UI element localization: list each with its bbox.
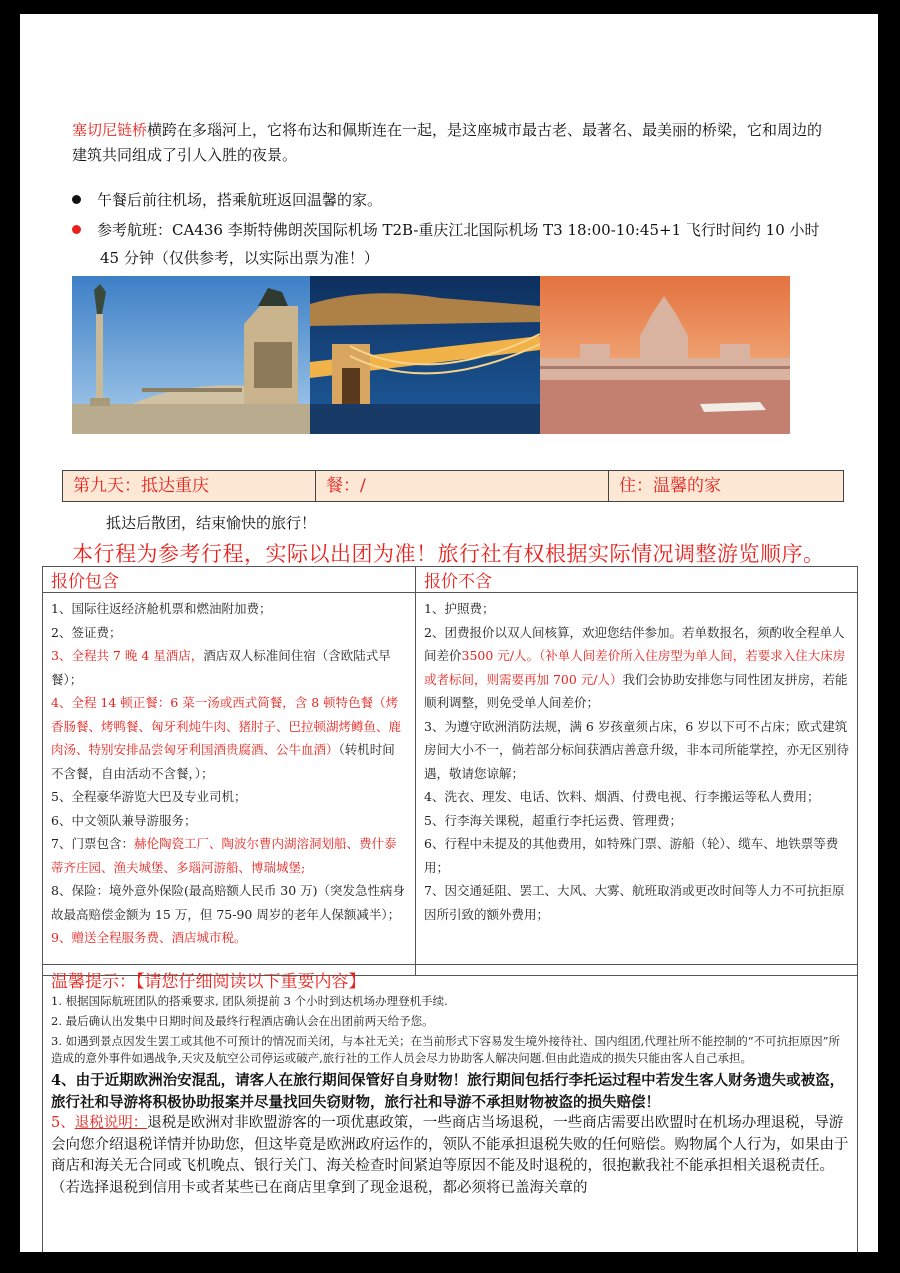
day-meal: 餐：/	[316, 471, 609, 501]
end-of-trip-text: 抵达后散团，结束愉快的旅行！	[106, 514, 317, 532]
tip-item-safety: 4、由于近期欧洲治安混乱，请客人在旅行期间保管好自身财物！旅行期间包括行李托运过程中若发生客人财务遗失或被盗，旅行社和导游将积极协助报案并尽量找回失窃财物，旅行社和导游不承担财物被盗的损失赔偿！	[51, 1072, 845, 1111]
photo-parliament	[540, 276, 790, 434]
price-excluded-list	[416, 593, 858, 976]
excluded-item: 2、团费报价以双人间核算，欢迎您结伴参加。若单数报名，须酌收全程单人间差价3500 元/人。（补单人间差价所入住房型为单人间，若要求入住大床房或者标间，则需要再加 700 元/人）我们会协助安排您与同性团友拼房，若能顺利调整，则免受单人间差价；	[424, 624, 848, 710]
excluded-item: 3、为遵守欧洲消防法规，满 6 岁孩童须占床，6 岁以下可不占床；欧式建筑房间大小不一，倘若部分标间获酒店善意升级，非本司所能掌控，亦无区别待遇，敬请您谅解；	[424, 718, 850, 781]
included-item: 5、全程豪华游览大巴及专业司机；	[51, 789, 247, 804]
tax-refund-label: 退税说明：	[74, 1115, 148, 1131]
chain-bridge-name: 塞切尼链桥	[72, 121, 148, 139]
day-stay: 住：温馨的家	[619, 476, 721, 496]
excluded-item: 5、行李海关课税，超重行李托运费、管理费；	[424, 812, 682, 828]
bullet-return-flight	[72, 188, 382, 213]
flight-info-line2: 45 分钟（仅供参考，以实际出票为准！）	[100, 249, 379, 267]
included-item: 4、全程 14 顿正餐：6 菜一汤或西式简餐，含 8 顿特色餐（烤香肠餐、烤鸭餐、匈牙利炖牛肉、猪肘子、巴拉顿湖烤鳟鱼、鹿肉汤、特别安排品尝匈牙利国酒贵腐酒、公牛血酒）（转机时间不含餐，自由活动不含餐，）；	[51, 695, 402, 781]
parliament-image	[540, 276, 790, 434]
included-item: 6、中文领队兼导游服务；	[51, 812, 197, 828]
photo-heroes-square	[72, 276, 310, 434]
warm-tips-box	[42, 964, 858, 1252]
document-page	[20, 14, 878, 1252]
bullet-dot-icon	[72, 195, 81, 204]
tip-item: 3. 如遇到景点因发生罢工或其他不可预计的情况而关闭，与本社无关；在当前形式下容易发生境外接待社、国内组团,代理社所不能控制的“不可抗拒原因”所造成的意外事件如遇战争,天灾及航空公司停运或破产,旅行社的工作人员会尽力协助客人解决问题.但由此造成的损失只能由客人自己承担。	[51, 1034, 841, 1065]
price-included-header: 报价包含	[43, 567, 416, 593]
included-item: 8、保险：境外意外保险(最高赔额人民币 30 万)（突发急性病身故最高赔偿金额为 15 万，但 75-90 周岁的老年人保额减半）；	[51, 883, 406, 922]
price-excluded-header: 报价不含	[416, 567, 858, 593]
included-item: 9、赠送全程服务费、酒店城市税。	[51, 930, 247, 945]
excluded-item: 1、护照费；	[424, 601, 495, 616]
chain-bridge-intro	[72, 118, 832, 168]
bullet-dot-icon	[72, 225, 81, 234]
bullet-reference-flight	[72, 218, 862, 243]
excluded-item: 4、洗衣、理发、电话、饮料、烟酒、付费电视、行李搬运等私人费用；	[424, 789, 820, 804]
tip-item-tax-refund: 5、退税说明：退税是欧洲对非欧盟游客的一项优惠政策，一些商店当场退税，一些商店需要出欧盟时在机场办理退税，导游会向您介绍退税详情并协助您，但这毕竟是欧洲政府运作的，领队不能承担退税失败的任何赔偿。购物属个人行为，如果由于商店和海关无合同或飞机晚点、银行关门、海关检查时间紧迫等原因不能及时退税的，很抱歉我社不能承担相关退税责任。（若选择退税到信用卡或者某些已在商店里拿到了现金退税，都必须将已盖海关章的	[51, 1115, 849, 1196]
price-included-list	[43, 593, 416, 976]
day-nine-bar	[62, 470, 844, 502]
chain-bridge-description: 横跨在多瑙河上，它将布达和佩斯连在一起，是这座城市最古老、最著名、最美丽的桥梁，它和周边的建筑共同组成了引人入胜的夜景。	[72, 121, 823, 164]
bullet-text: 午餐后前往机场，搭乘航班返回温馨的家。	[97, 191, 383, 209]
included-item: 7、门票包含：赫伦陶瓷工厂、陶波尔曹内湖溶洞划船、费什泰蒂齐庄园、渔夫城堡、多瑙河游船、博瑞城堡;	[51, 836, 397, 875]
tip-item: 1. 根据国际航班团队的搭乘要求, 团队须提前 3 个小时到达机场办理登机手续.	[51, 994, 448, 1008]
price-table	[42, 566, 858, 976]
tips-content	[51, 993, 849, 1199]
included-item: 2、签证费；	[51, 624, 122, 640]
tip-item: 2. 最后确认出发集中日期时间及最终行程酒店确认会在出团前两天给予您。	[51, 1014, 434, 1028]
photo-chain-bridge	[310, 276, 540, 434]
flight-info-line1: 参考航班：CA436 李斯特佛朗茨国际机场 T2B-重庆江北国际机场 T3 18:00-10:45+1 飞行时间约 10 小时	[97, 221, 820, 239]
excluded-item: 7、因交通延阻、罢工、大风、大雾、航班取消或更改时间等人力不可抗拒原因所引致的额外费用；	[424, 883, 845, 922]
included-item: 3、全程共 7 晚 4 星酒店，酒店双人标准间住宿（含欧陆式早餐）；	[51, 648, 391, 687]
reference-itinerary-notice: 本行程为参考行程，实际以出团为准！旅行社有权根据实际情况调整游览顺序。	[72, 542, 825, 566]
chain-bridge-image	[310, 276, 540, 434]
excluded-item: 6、行程中未提及的其他费用，如特殊门票、游船（轮）、缆车、地铁票等费用；	[424, 836, 839, 875]
included-item: 1、国际往返经济舱机票和燃油附加费；	[51, 601, 272, 616]
day-title: 第九天：抵达重庆	[63, 471, 316, 501]
heroes-square-image	[72, 276, 310, 434]
tips-title: 温馨提示：【请您仔细阅读以下重要内容】	[51, 972, 366, 992]
